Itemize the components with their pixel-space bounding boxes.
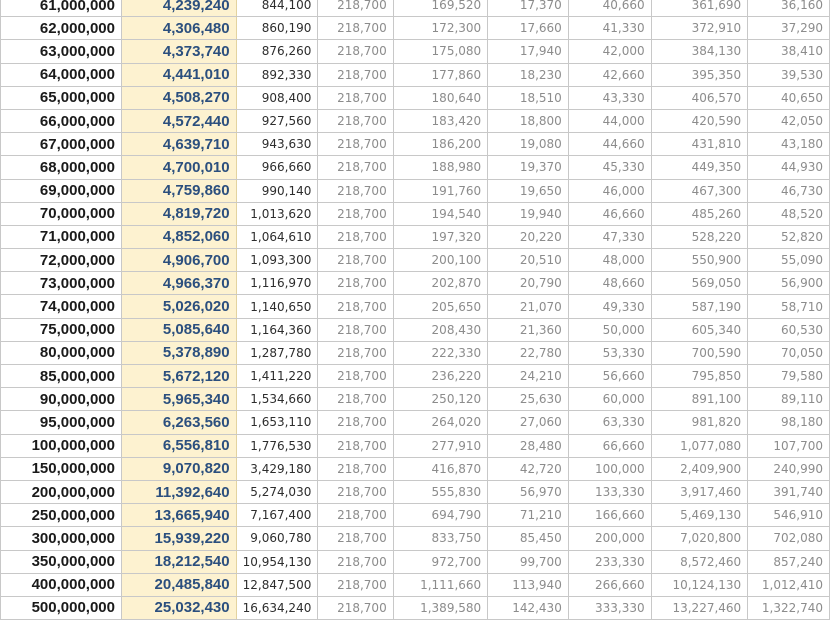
highlight-amount-cell: 15,939,220 xyxy=(122,527,237,550)
gross-amount-cell: 62,000,000 xyxy=(1,17,122,40)
amount-col3-cell: 1,653,110 xyxy=(236,411,318,434)
highlight-amount-cell: 20,485,840 xyxy=(122,573,237,596)
amount-col9-cell: 39,530 xyxy=(748,63,830,86)
table-row xyxy=(1,388,830,411)
amount-col7-cell: 50,000 xyxy=(568,318,651,341)
gross-amount-cell: 150,000,000 xyxy=(1,457,122,480)
amount-col7-cell: 63,330 xyxy=(568,411,651,434)
amount-col7-cell: 66,660 xyxy=(568,434,651,457)
highlight-amount-cell: 4,639,710 xyxy=(122,133,237,156)
amount-col3-cell: 9,060,780 xyxy=(236,527,318,550)
amount-col4-cell: 218,700 xyxy=(318,573,393,596)
amount-col8-cell: 10,124,130 xyxy=(651,573,748,596)
gross-amount-cell: 90,000,000 xyxy=(1,388,122,411)
amount-col7-cell: 44,000 xyxy=(568,109,651,132)
amount-col6-cell: 25,630 xyxy=(488,388,569,411)
amount-col3-cell: 5,274,030 xyxy=(236,480,318,503)
amount-col3-cell: 908,400 xyxy=(236,86,318,109)
amount-col5-cell: 172,300 xyxy=(393,17,487,40)
amount-col8-cell: 384,130 xyxy=(651,40,748,63)
gross-amount-cell: 66,000,000 xyxy=(1,109,122,132)
amount-col4-cell: 218,700 xyxy=(318,457,393,480)
amount-col8-cell: 431,810 xyxy=(651,133,748,156)
amount-col8-cell: 485,260 xyxy=(651,202,748,225)
amount-col5-cell: 264,020 xyxy=(393,411,487,434)
amount-col3-cell: 1,140,650 xyxy=(236,295,318,318)
amount-col6-cell: 142,430 xyxy=(488,596,569,619)
amount-col3-cell: 927,560 xyxy=(236,109,318,132)
gross-amount-cell: 80,000,000 xyxy=(1,341,122,364)
table-row xyxy=(1,225,830,248)
table-row xyxy=(1,156,830,179)
highlight-amount-cell: 4,373,740 xyxy=(122,40,237,63)
highlight-amount-cell: 4,441,010 xyxy=(122,63,237,86)
gross-amount-cell: 500,000,000 xyxy=(1,596,122,619)
amount-col9-cell: 70,050 xyxy=(748,341,830,364)
amount-col7-cell: 43,330 xyxy=(568,86,651,109)
highlight-amount-cell: 11,392,640 xyxy=(122,480,237,503)
amount-col4-cell: 218,700 xyxy=(318,179,393,202)
gross-amount-cell: 350,000,000 xyxy=(1,550,122,573)
table-row xyxy=(1,480,830,503)
amount-col4-cell: 218,700 xyxy=(318,295,393,318)
amount-col9-cell: 79,580 xyxy=(748,365,830,388)
amount-col6-cell: 20,220 xyxy=(488,225,569,248)
highlight-amount-cell: 9,070,820 xyxy=(122,457,237,480)
table-row xyxy=(1,550,830,573)
amount-col9-cell: 56,900 xyxy=(748,272,830,295)
highlight-amount-cell: 6,263,560 xyxy=(122,411,237,434)
amount-col7-cell: 56,660 xyxy=(568,365,651,388)
gross-amount-cell: 67,000,000 xyxy=(1,133,122,156)
amount-col4-cell: 218,700 xyxy=(318,133,393,156)
amount-col4-cell: 218,700 xyxy=(318,318,393,341)
table-row xyxy=(1,341,830,364)
gross-amount-cell: 250,000,000 xyxy=(1,504,122,527)
gross-amount-cell: 75,000,000 xyxy=(1,318,122,341)
amount-col3-cell: 1,411,220 xyxy=(236,365,318,388)
amount-col4-cell: 218,700 xyxy=(318,63,393,86)
amount-col5-cell: 250,120 xyxy=(393,388,487,411)
gross-amount-cell: 400,000,000 xyxy=(1,573,122,596)
amount-col9-cell: 857,240 xyxy=(748,550,830,573)
table-row xyxy=(1,504,830,527)
amount-col8-cell: 1,077,080 xyxy=(651,434,748,457)
amount-col7-cell: 46,660 xyxy=(568,202,651,225)
highlight-amount-cell: 4,906,700 xyxy=(122,249,237,272)
amount-col5-cell: 197,320 xyxy=(393,225,487,248)
amount-col6-cell: 99,700 xyxy=(488,550,569,573)
amount-col5-cell: 169,520 xyxy=(393,0,487,17)
table-row xyxy=(1,179,830,202)
highlight-amount-cell: 13,665,940 xyxy=(122,504,237,527)
gross-amount-cell: 64,000,000 xyxy=(1,63,122,86)
table-row xyxy=(1,17,830,40)
amount-col3-cell: 16,634,240 xyxy=(236,596,318,619)
highlight-amount-cell: 25,032,430 xyxy=(122,596,237,619)
amount-col5-cell: 1,111,660 xyxy=(393,573,487,596)
table-body xyxy=(1,0,830,620)
amount-col6-cell: 24,210 xyxy=(488,365,569,388)
amount-col3-cell: 876,260 xyxy=(236,40,318,63)
amount-col8-cell: 361,690 xyxy=(651,0,748,17)
amount-col6-cell: 19,940 xyxy=(488,202,569,225)
amount-col4-cell: 218,700 xyxy=(318,86,393,109)
amount-col7-cell: 45,330 xyxy=(568,156,651,179)
gross-amount-cell: 100,000,000 xyxy=(1,434,122,457)
amount-col4-cell: 218,700 xyxy=(318,225,393,248)
amount-col5-cell: 833,750 xyxy=(393,527,487,550)
gross-amount-cell: 63,000,000 xyxy=(1,40,122,63)
amount-col9-cell: 1,012,410 xyxy=(748,573,830,596)
amount-col9-cell: 55,090 xyxy=(748,249,830,272)
amount-col8-cell: 8,572,460 xyxy=(651,550,748,573)
amount-col9-cell: 702,080 xyxy=(748,527,830,550)
amount-col7-cell: 100,000 xyxy=(568,457,651,480)
amount-col8-cell: 3,917,460 xyxy=(651,480,748,503)
amount-col4-cell: 218,700 xyxy=(318,249,393,272)
amount-col8-cell: 891,100 xyxy=(651,388,748,411)
amount-col8-cell: 467,300 xyxy=(651,179,748,202)
table-row xyxy=(1,527,830,550)
table-row xyxy=(1,109,830,132)
highlight-amount-cell: 6,556,810 xyxy=(122,434,237,457)
table-row xyxy=(1,249,830,272)
gross-amount-cell: 200,000,000 xyxy=(1,480,122,503)
table-row xyxy=(1,573,830,596)
amount-col7-cell: 53,330 xyxy=(568,341,651,364)
amount-col9-cell: 391,740 xyxy=(748,480,830,503)
amount-col3-cell: 1,093,300 xyxy=(236,249,318,272)
amount-col9-cell: 37,290 xyxy=(748,17,830,40)
amount-col7-cell: 48,000 xyxy=(568,249,651,272)
amount-col6-cell: 18,510 xyxy=(488,86,569,109)
highlight-amount-cell: 4,572,440 xyxy=(122,109,237,132)
amount-col4-cell: 218,700 xyxy=(318,0,393,17)
amount-col5-cell: 186,200 xyxy=(393,133,487,156)
amount-col4-cell: 218,700 xyxy=(318,17,393,40)
table-row xyxy=(1,596,830,619)
amount-col5-cell: 277,910 xyxy=(393,434,487,457)
amount-col9-cell: 1,322,740 xyxy=(748,596,830,619)
amount-col8-cell: 795,850 xyxy=(651,365,748,388)
amount-col3-cell: 1,776,530 xyxy=(236,434,318,457)
gross-amount-cell: 72,000,000 xyxy=(1,249,122,272)
gross-amount-cell: 85,000,000 xyxy=(1,365,122,388)
amount-col3-cell: 844,100 xyxy=(236,0,318,17)
amount-col6-cell: 19,370 xyxy=(488,156,569,179)
table-row xyxy=(1,411,830,434)
gross-amount-cell: 69,000,000 xyxy=(1,179,122,202)
amount-col3-cell: 966,660 xyxy=(236,156,318,179)
highlight-amount-cell: 4,700,010 xyxy=(122,156,237,179)
amount-col6-cell: 19,650 xyxy=(488,179,569,202)
amount-col4-cell: 218,700 xyxy=(318,527,393,550)
amount-col6-cell: 42,720 xyxy=(488,457,569,480)
amount-col3-cell: 1,287,780 xyxy=(236,341,318,364)
amount-col3-cell: 1,534,660 xyxy=(236,388,318,411)
amount-col3-cell: 1,164,360 xyxy=(236,318,318,341)
table-row xyxy=(1,272,830,295)
amount-col5-cell: 416,870 xyxy=(393,457,487,480)
amount-col9-cell: 52,820 xyxy=(748,225,830,248)
gross-amount-cell: 68,000,000 xyxy=(1,156,122,179)
amount-col7-cell: 44,660 xyxy=(568,133,651,156)
table-row xyxy=(1,40,830,63)
amount-col4-cell: 218,700 xyxy=(318,550,393,573)
amount-col7-cell: 48,660 xyxy=(568,272,651,295)
amount-col4-cell: 218,700 xyxy=(318,341,393,364)
amount-col3-cell: 892,330 xyxy=(236,63,318,86)
amount-col7-cell: 41,330 xyxy=(568,17,651,40)
amount-col7-cell: 133,330 xyxy=(568,480,651,503)
amount-col5-cell: 180,640 xyxy=(393,86,487,109)
amount-col9-cell: 44,930 xyxy=(748,156,830,179)
amount-col6-cell: 18,800 xyxy=(488,109,569,132)
amount-col5-cell: 194,540 xyxy=(393,202,487,225)
amount-col9-cell: 60,530 xyxy=(748,318,830,341)
amount-col8-cell: 449,350 xyxy=(651,156,748,179)
amount-col9-cell: 40,650 xyxy=(748,86,830,109)
amount-col7-cell: 233,330 xyxy=(568,550,651,573)
amount-col8-cell: 406,570 xyxy=(651,86,748,109)
amount-col4-cell: 218,700 xyxy=(318,480,393,503)
amount-col6-cell: 85,450 xyxy=(488,527,569,550)
amount-col6-cell: 28,480 xyxy=(488,434,569,457)
amount-col5-cell: 555,830 xyxy=(393,480,487,503)
amount-col6-cell: 17,940 xyxy=(488,40,569,63)
highlight-amount-cell: 5,085,640 xyxy=(122,318,237,341)
highlight-amount-cell: 4,759,860 xyxy=(122,179,237,202)
amount-col9-cell: 98,180 xyxy=(748,411,830,434)
amount-col9-cell: 107,700 xyxy=(748,434,830,457)
amount-col8-cell: 395,350 xyxy=(651,63,748,86)
highlight-amount-cell: 4,306,480 xyxy=(122,17,237,40)
highlight-amount-cell: 18,212,540 xyxy=(122,550,237,573)
amount-col5-cell: 694,790 xyxy=(393,504,487,527)
amount-col8-cell: 5,469,130 xyxy=(651,504,748,527)
highlight-amount-cell: 5,026,020 xyxy=(122,295,237,318)
amount-col4-cell: 218,700 xyxy=(318,156,393,179)
amount-col5-cell: 1,389,580 xyxy=(393,596,487,619)
amount-col8-cell: 550,900 xyxy=(651,249,748,272)
amount-col4-cell: 218,700 xyxy=(318,365,393,388)
amount-col5-cell: 200,100 xyxy=(393,249,487,272)
amount-col6-cell: 21,360 xyxy=(488,318,569,341)
amount-col8-cell: 2,409,900 xyxy=(651,457,748,480)
amount-col7-cell: 42,000 xyxy=(568,40,651,63)
amount-col3-cell: 943,630 xyxy=(236,133,318,156)
amount-col4-cell: 218,700 xyxy=(318,411,393,434)
amount-col3-cell: 7,167,400 xyxy=(236,504,318,527)
amount-col9-cell: 42,050 xyxy=(748,109,830,132)
amount-col7-cell: 49,330 xyxy=(568,295,651,318)
amount-col8-cell: 700,590 xyxy=(651,341,748,364)
amount-col5-cell: 208,430 xyxy=(393,318,487,341)
amount-col3-cell: 1,013,620 xyxy=(236,202,318,225)
amount-col5-cell: 177,860 xyxy=(393,63,487,86)
amount-col4-cell: 218,700 xyxy=(318,109,393,132)
amount-col6-cell: 21,070 xyxy=(488,295,569,318)
amount-col8-cell: 569,050 xyxy=(651,272,748,295)
amount-col3-cell: 860,190 xyxy=(236,17,318,40)
amount-col6-cell: 27,060 xyxy=(488,411,569,434)
amount-col4-cell: 218,700 xyxy=(318,504,393,527)
amount-col9-cell: 36,160 xyxy=(748,0,830,17)
amount-col5-cell: 236,220 xyxy=(393,365,487,388)
amount-col4-cell: 218,700 xyxy=(318,388,393,411)
gross-amount-cell: 95,000,000 xyxy=(1,411,122,434)
highlight-amount-cell: 5,672,120 xyxy=(122,365,237,388)
highlight-amount-cell: 4,508,270 xyxy=(122,86,237,109)
amount-col6-cell: 113,940 xyxy=(488,573,569,596)
table-row xyxy=(1,434,830,457)
amount-col5-cell: 188,980 xyxy=(393,156,487,179)
amount-col3-cell: 12,847,500 xyxy=(236,573,318,596)
amount-col7-cell: 166,660 xyxy=(568,504,651,527)
amount-col7-cell: 200,000 xyxy=(568,527,651,550)
amount-col8-cell: 605,340 xyxy=(651,318,748,341)
amount-col6-cell: 18,230 xyxy=(488,63,569,86)
amount-col4-cell: 218,700 xyxy=(318,596,393,619)
gross-amount-cell: 61,000,000 xyxy=(1,0,122,17)
amount-col5-cell: 222,330 xyxy=(393,341,487,364)
amount-col6-cell: 22,780 xyxy=(488,341,569,364)
table-row xyxy=(1,202,830,225)
amount-col6-cell: 56,970 xyxy=(488,480,569,503)
amount-col6-cell: 19,080 xyxy=(488,133,569,156)
amount-col8-cell: 13,227,460 xyxy=(651,596,748,619)
amount-col5-cell: 202,870 xyxy=(393,272,487,295)
amount-col7-cell: 46,000 xyxy=(568,179,651,202)
amount-col4-cell: 218,700 xyxy=(318,202,393,225)
amount-col3-cell: 1,116,970 xyxy=(236,272,318,295)
amount-col9-cell: 546,910 xyxy=(748,504,830,527)
highlight-amount-cell: 4,239,240 xyxy=(122,0,237,17)
table-row xyxy=(1,133,830,156)
amount-col9-cell: 240,990 xyxy=(748,457,830,480)
amount-col9-cell: 38,410 xyxy=(748,40,830,63)
amount-col3-cell: 1,064,610 xyxy=(236,225,318,248)
gross-amount-cell: 300,000,000 xyxy=(1,527,122,550)
amount-col8-cell: 7,020,800 xyxy=(651,527,748,550)
highlight-amount-cell: 4,819,720 xyxy=(122,202,237,225)
amount-col8-cell: 528,220 xyxy=(651,225,748,248)
amount-col7-cell: 60,000 xyxy=(568,388,651,411)
amount-col9-cell: 46,730 xyxy=(748,179,830,202)
amount-col6-cell: 17,660 xyxy=(488,17,569,40)
amount-col9-cell: 58,710 xyxy=(748,295,830,318)
amount-col6-cell: 71,210 xyxy=(488,504,569,527)
table-row xyxy=(1,365,830,388)
amount-col5-cell: 191,760 xyxy=(393,179,487,202)
amount-col8-cell: 420,590 xyxy=(651,109,748,132)
amount-col5-cell: 972,700 xyxy=(393,550,487,573)
table-row xyxy=(1,295,830,318)
highlight-amount-cell: 4,852,060 xyxy=(122,225,237,248)
amount-col5-cell: 183,420 xyxy=(393,109,487,132)
gross-amount-cell: 74,000,000 xyxy=(1,295,122,318)
amount-col7-cell: 47,330 xyxy=(568,225,651,248)
highlight-amount-cell: 5,378,890 xyxy=(122,341,237,364)
amount-col5-cell: 205,650 xyxy=(393,295,487,318)
amount-col4-cell: 218,700 xyxy=(318,272,393,295)
amount-col8-cell: 587,190 xyxy=(651,295,748,318)
table-row xyxy=(1,63,830,86)
amount-col6-cell: 20,790 xyxy=(488,272,569,295)
amount-col4-cell: 218,700 xyxy=(318,40,393,63)
amount-col4-cell: 218,700 xyxy=(318,434,393,457)
table-row xyxy=(1,457,830,480)
amount-col9-cell: 89,110 xyxy=(748,388,830,411)
highlight-amount-cell: 5,965,340 xyxy=(122,388,237,411)
gross-amount-cell: 73,000,000 xyxy=(1,272,122,295)
amount-col8-cell: 372,910 xyxy=(651,17,748,40)
amount-col5-cell: 175,080 xyxy=(393,40,487,63)
amount-col7-cell: 40,660 xyxy=(568,0,651,17)
amount-col3-cell: 990,140 xyxy=(236,179,318,202)
amount-col9-cell: 48,520 xyxy=(748,202,830,225)
amount-col7-cell: 42,660 xyxy=(568,63,651,86)
amount-col3-cell: 3,429,180 xyxy=(236,457,318,480)
amount-col7-cell: 333,330 xyxy=(568,596,651,619)
amount-col6-cell: 20,510 xyxy=(488,249,569,272)
gross-amount-cell: 65,000,000 xyxy=(1,86,122,109)
gross-amount-cell: 71,000,000 xyxy=(1,225,122,248)
table-row xyxy=(1,318,830,341)
highlight-amount-cell: 4,966,370 xyxy=(122,272,237,295)
table-row xyxy=(1,0,830,17)
amount-col8-cell: 981,820 xyxy=(651,411,748,434)
amount-col6-cell: 17,370 xyxy=(488,0,569,17)
amount-col9-cell: 43,180 xyxy=(748,133,830,156)
amount-col7-cell: 266,660 xyxy=(568,573,651,596)
table-row xyxy=(1,86,830,109)
gross-amount-cell: 70,000,000 xyxy=(1,202,122,225)
amount-col3-cell: 10,954,130 xyxy=(236,550,318,573)
